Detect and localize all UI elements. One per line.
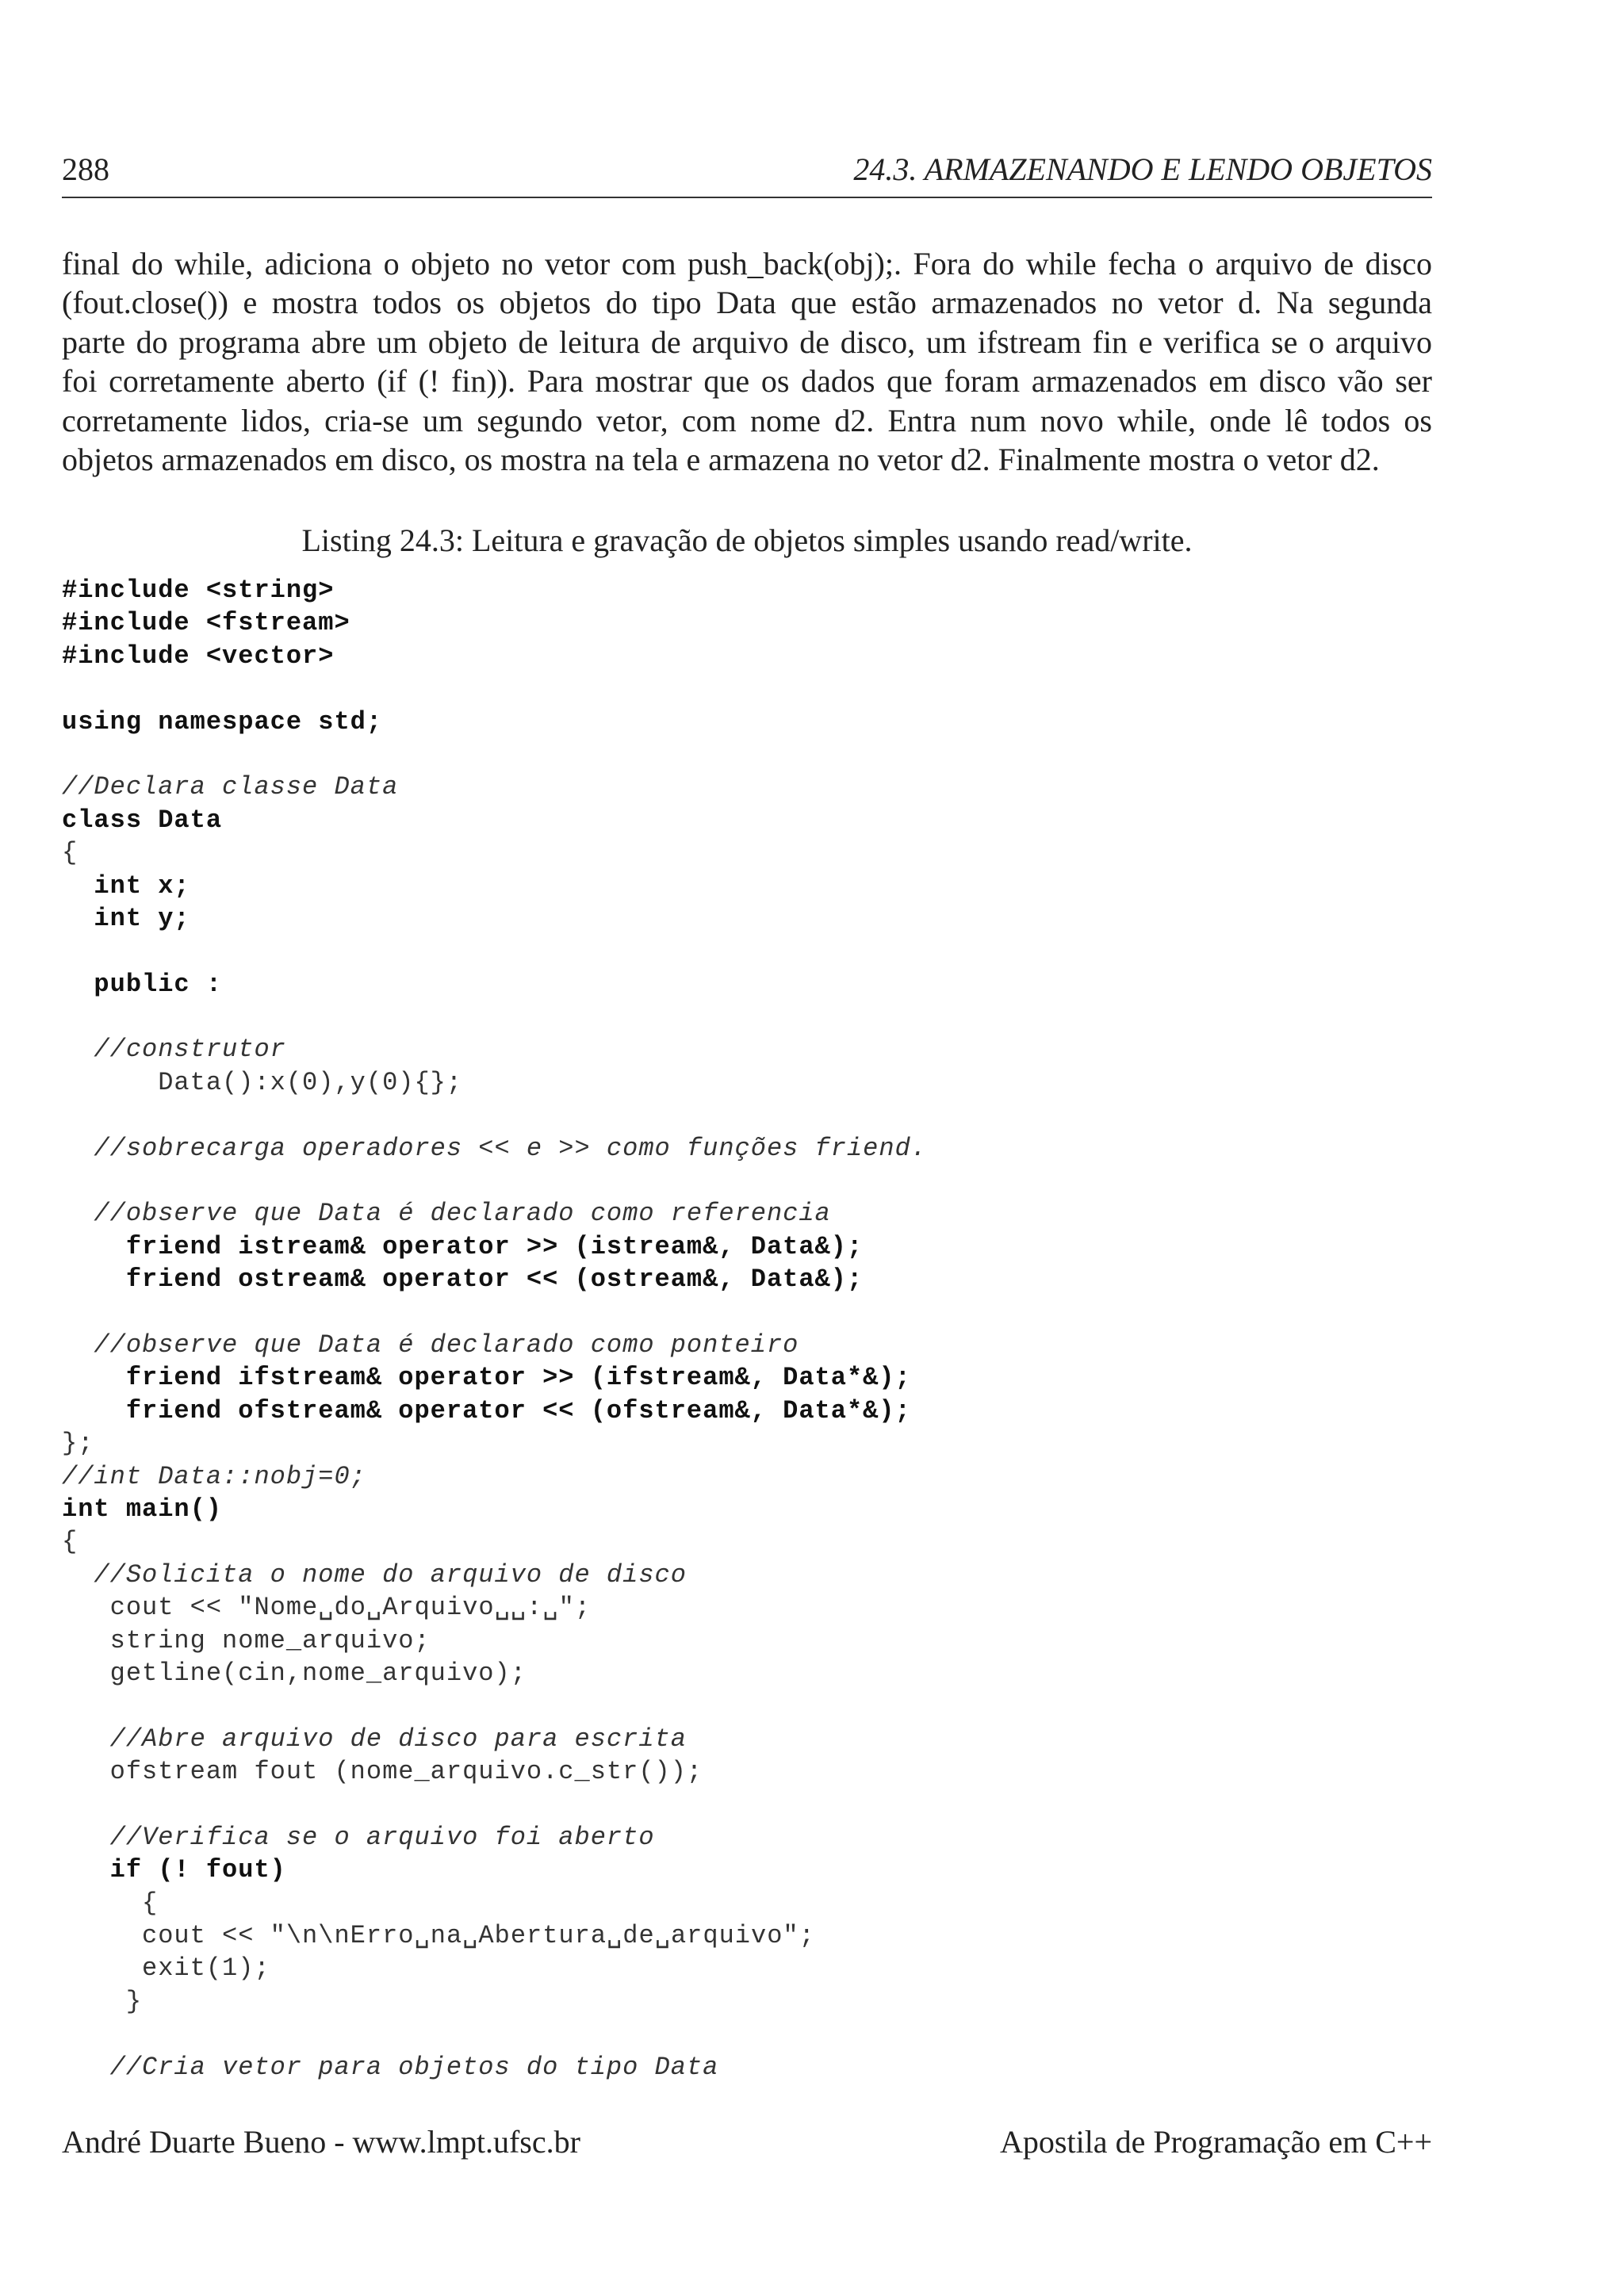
code-line [62, 2018, 1432, 2050]
code-line: int y; [62, 903, 190, 933]
code-comment: //int Data::nobj=0; [62, 1461, 366, 1491]
code-line: #include <fstream> [62, 608, 350, 638]
code-line: cout << "\n\nErro␣na␣Abertura␣de␣arquivo"; [62, 1921, 815, 1951]
code-line: #include <string> [62, 576, 335, 605]
code-line: friend ifstream& operator >> (ifstream&, Data*&); [62, 1363, 911, 1393]
code-line: string nome_arquivo; [62, 1625, 431, 1655]
body-paragraph [62, 244, 1432, 479]
code-line: exit(1); [62, 1954, 270, 1984]
page-footer [62, 2123, 1432, 2163]
code-line [62, 1099, 1432, 1131]
code-comment: //Cria vetor para objetos do tipo Data [62, 2052, 719, 2082]
code-line: }; [62, 1429, 94, 1459]
body-line: final do while, adiciona o objeto no vetor com push_back(obj);. Fora do while fecha o arquivo de disco [62, 246, 1432, 281]
body-line: objetos armazenados em disco, os mostra na tela e armazena no vetor d2. Finalmente mostra o vetor d2. [62, 442, 1380, 478]
code-line: using namespace std; [62, 706, 383, 737]
code-line: public : [62, 969, 223, 999]
code-comment: //construtor [62, 1035, 286, 1065]
code-line: { [62, 1527, 79, 1557]
code-line: int x; [62, 871, 190, 901]
code-line: friend ostream& operator << (ostream&, Data&); [62, 1265, 864, 1295]
code-line [62, 672, 1432, 705]
code-line [62, 1689, 1432, 1722]
code-line [62, 935, 1432, 967]
code-comment: //Declara classe Data [62, 772, 399, 802]
code-line [62, 1165, 1432, 1197]
code-comment: //observe que Data é declarado como referencia [62, 1199, 831, 1229]
code-line: { [62, 1888, 159, 1918]
code-line: { [62, 838, 79, 868]
footer-title: Apostila de Programação em C++ [1000, 2124, 1432, 2160]
code-comment: //Abre arquivo de disco para escrita [62, 1724, 687, 1754]
footer-author: André Duarte Bueno - www.lmpt.ufsc.br [62, 2124, 580, 2160]
code-line: if (! fout) [62, 1855, 286, 1885]
code-line: ofstream fout (nome_arquivo.c_str()); [62, 1757, 703, 1787]
running-head: 24.3. ARMAZENANDO E LENDO OBJETOS [853, 151, 1432, 187]
body-line: foi corretamente aberto (if (! fin)). Para mostrar que os dados que foram armazenados em disco vão ser [62, 363, 1432, 400]
body-line: corretamente lidos, cria-se um segundo vetor, com nome d2. Entra num novo while, onde lê todos os [62, 402, 1432, 438]
code-line: friend ofstream& operator << (ofstream&, Data*&); [62, 1395, 911, 1425]
code-line: getline(cin,nome_arquivo); [62, 1658, 527, 1688]
code-line: Data():x(0),y(0){}; [62, 1067, 463, 1097]
page-number: 288 [62, 151, 109, 187]
code-line: cout << "Nome␣do␣Arquivo␣␣:␣"; [62, 1593, 592, 1623]
code-line [62, 1001, 1432, 1033]
code-line [62, 1788, 1432, 1820]
listing-caption: Listing 24.3: Leitura e gravação de objetos simples usando read/write. [301, 522, 1193, 558]
code-comment: //Solicita o nome do arquivo de disco [62, 1559, 687, 1590]
code-line: int main() [62, 1494, 223, 1524]
code-line: } [62, 1986, 143, 2016]
code-listing [62, 574, 1432, 2084]
body-line: parte do programa abre um objeto de leitura de arquivo de disco, um ifstream fin e verifica se o arquivo [62, 323, 1432, 360]
code-comment: //sobrecarga operadores << e >> como funções friend. [62, 1133, 927, 1163]
code-line: #include <vector> [62, 641, 335, 671]
code-line: friend istream& operator >> (istream&, Data&); [62, 1231, 864, 1261]
code-comment: //observe que Data é declarado como ponteiro [62, 1330, 799, 1360]
body-line: (fout.close()) e mostra todos os objetos do tipo Data que estão armazenados no vetor d. Na segunda [62, 285, 1432, 321]
code-line [62, 1296, 1432, 1329]
code-line [62, 738, 1432, 771]
code-line: class Data [62, 805, 223, 835]
code-comment: //Verifica se o arquivo foi aberto [62, 1822, 655, 1852]
page-header [62, 151, 1432, 198]
